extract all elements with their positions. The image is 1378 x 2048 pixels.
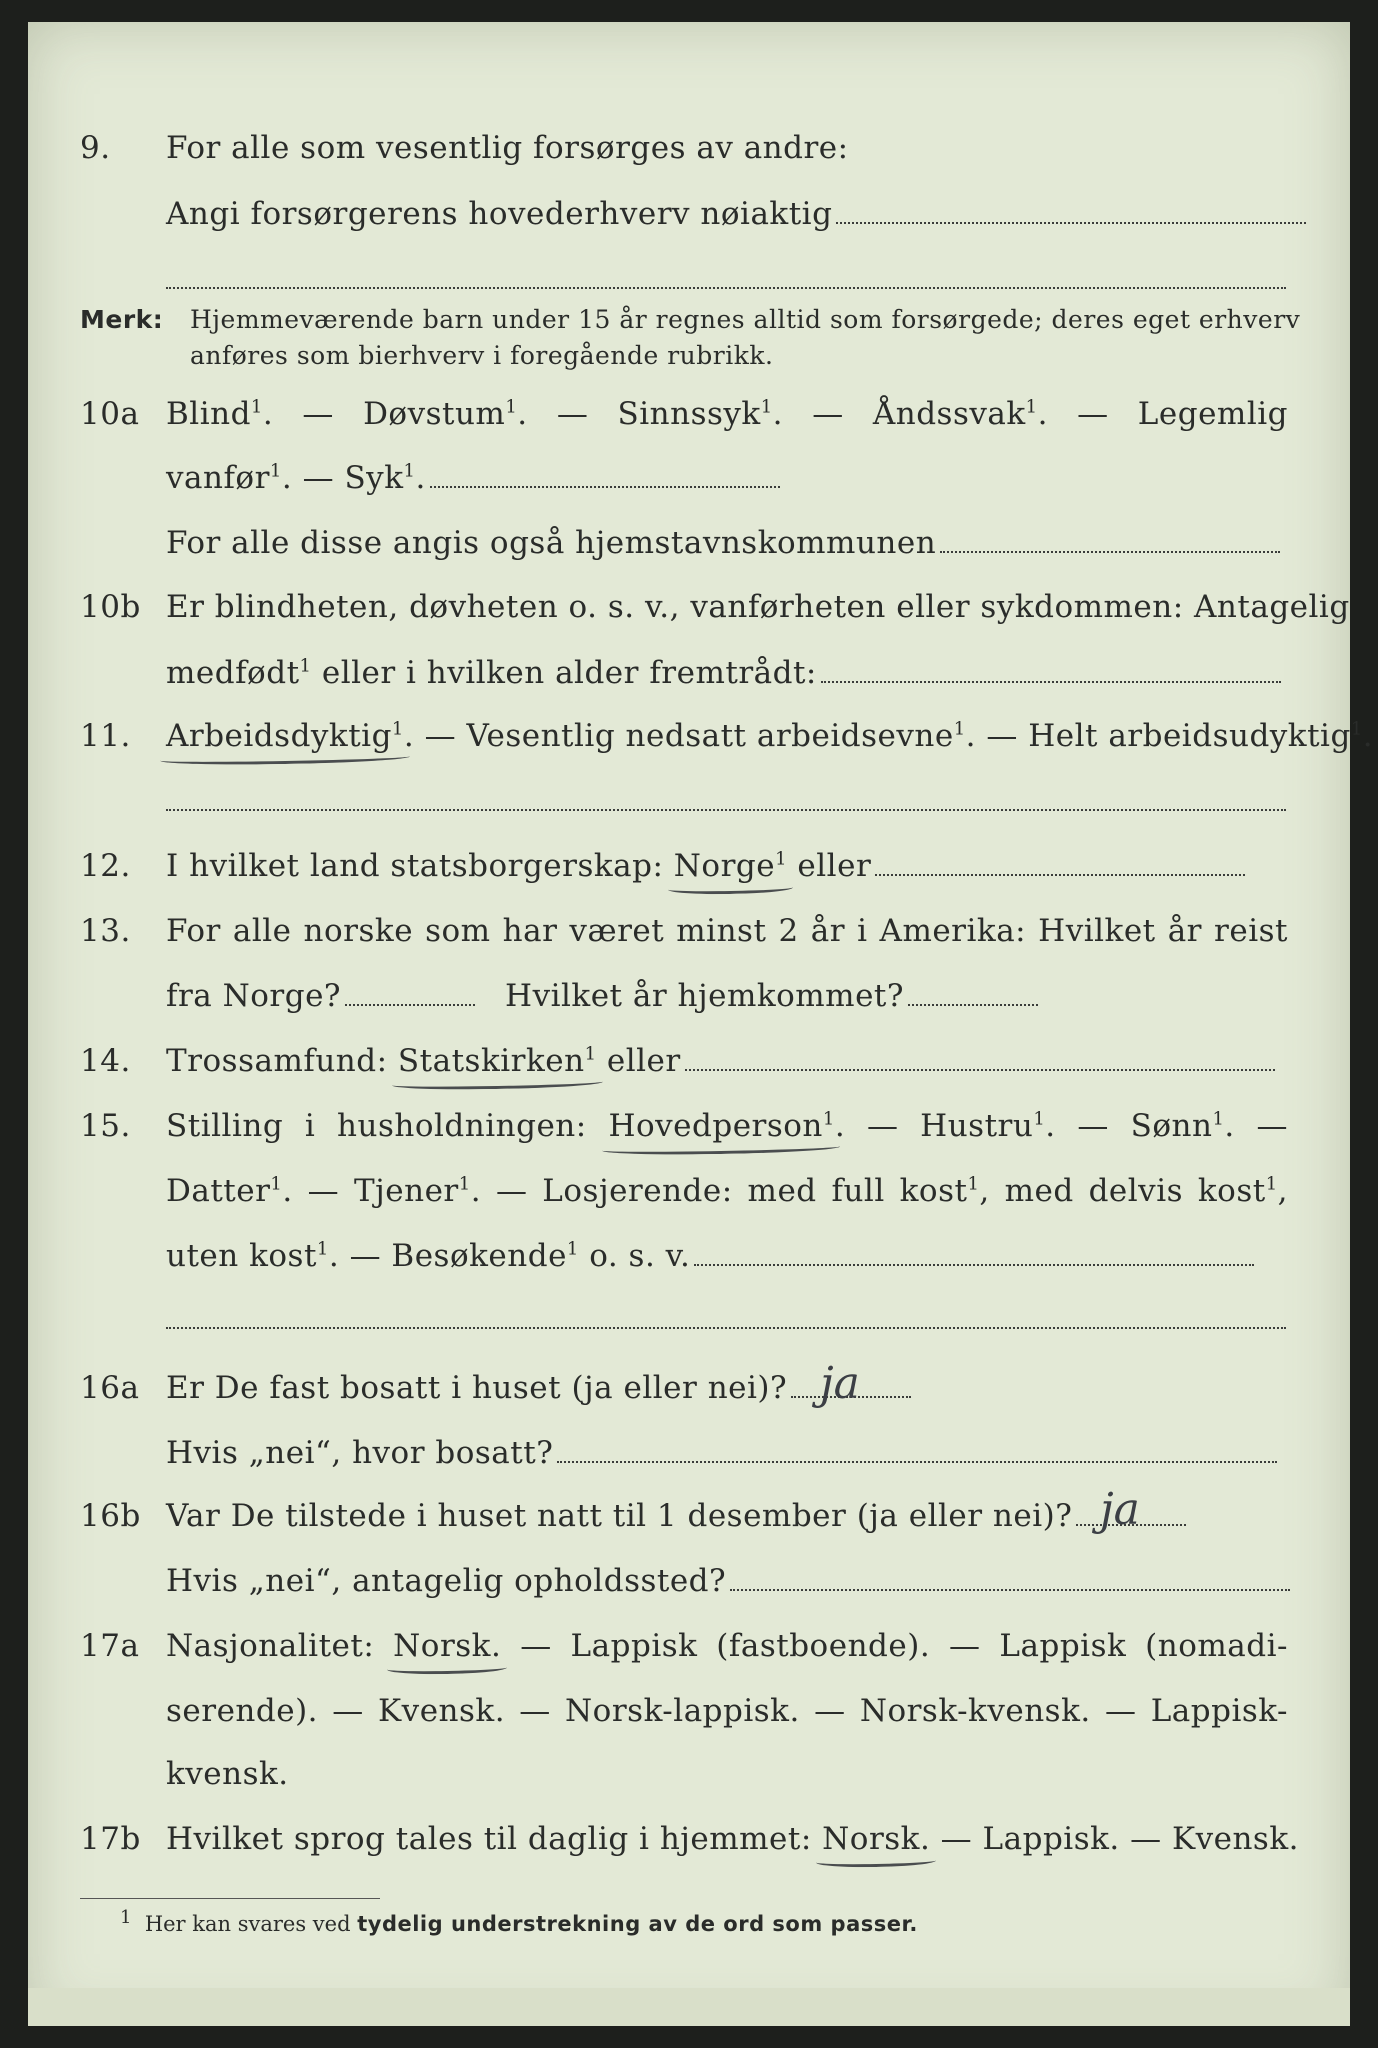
q14-line: Trossamfund: Statskirken$^1$ eller [166,1043,1275,1079]
q14-number: 14. [80,1043,131,1079]
q13-line-2: fra Norge? Hvilket år hjemkommet? [166,978,1038,1014]
merk-label: Merk: [80,305,164,334]
q17b-underlined-answer: Norsk. [822,1821,931,1857]
page-bottom-strip [28,1988,1350,2026]
q9-number: 9. [80,130,111,166]
q17a-underlined-answer: Norsk. [393,1628,502,1664]
q15-line-1: Stilling i husholdningen: Hovedperson$^1$. — Hustru$^1$. — Sønn$^1$. — [166,1108,1288,1144]
q16b-line-1: Var De tilstede i huset natt til 1 desember (ja eller nei)? [166,1498,1186,1534]
footnote-divider [80,1898,380,1899]
merk-line-1: Hjemmeværende barn under 15 år regnes alltid som forsørgede; deres eget erhverv [190,305,1301,334]
q9-line-1: For alle som vesentlig forsørges av andre: [166,130,849,166]
q15-line-3: uten kost$^1$. — Besøkende$^1$ o. s. v. [166,1238,1254,1274]
q17b-line: Hvilket sprog tales til daglig i hjemmet: Norsk. — Lappisk. — Kvensk. [166,1821,1299,1857]
q16a-line-2: Hvis „nei“, hvor bosatt? [166,1435,1277,1471]
q13-number: 13. [80,913,131,949]
q15-number: 15. [80,1108,131,1144]
q13-line-1: For alle norske som har været minst 2 år i Amerika: Hvilket år reist [166,913,1288,949]
q12-underlined-answer: Norge$^1$ [673,848,788,884]
q17a-line-1: Nasjonalitet: Norsk. — Lappisk (fastboende). — Lappisk (nomadi- [166,1628,1288,1664]
q15-blank-line [166,1326,1286,1329]
q9-line-2: Angi forsørgerens hovederhverv nøiaktig [166,196,1306,232]
q10a-line-3: For alle disse angis også hjemstavnskommunen [166,525,1280,561]
q17a-number: 17a [80,1628,140,1664]
q16b-handwritten-answer: ja [1100,1484,1140,1535]
q14-underlined-answer: Statskirken$^1$ [397,1043,597,1079]
q12-number: 12. [80,848,131,884]
q10b-number: 10b [80,589,141,625]
q16a-number: 16a [80,1370,140,1406]
q10b-line-2: medfødt$^1$ eller i hvilken alder fremtrådt: [166,655,1281,691]
q11-underlined-answer: Arbeidsdyktig$^1$ [166,718,404,754]
q11-line: Arbeidsdyktig$^1$. — Vesentlig nedsatt arbeidsevne$^1$. — Helt arbeidsudyktig$^1$. [166,718,1374,754]
q16b-number: 16b [80,1498,141,1534]
q17a-line-3: kvensk. [166,1756,289,1792]
q10b-line-1: Er blindheten, døvheten o. s. v., vanførheten eller sykdommen: Antagelig [166,589,1350,625]
q9-blank-line [166,286,1286,289]
q10a-line-1: Blind$^1$. — Døvstum$^1$. — Sinnssyk$^1$. — Åndssvak$^1$. — Legemlig [166,396,1288,432]
q16b-line-2: Hvis „nei“, antagelig opholdssted? [166,1563,1290,1599]
q16a-line-1: Er De fast bosatt i huset (ja eller nei)? [166,1370,911,1406]
q10a-line-2: vanfør$^1$. — Syk$^1$. [166,460,780,496]
merk-line-2: anføres som bierhverv i foregående rubrikk. [190,341,774,370]
q11-number: 11. [80,718,131,754]
q10a-number: 10a [80,396,140,432]
footnote: 1 Her kan svares ved tydelig understrekning av de ord som passer. [120,1907,918,1936]
q15-line-2: Datter$^1$. — Tjener$^1$. — Losjerende: med full kost$^1$, med delvis kost$^1$, [166,1173,1289,1209]
q17b-number: 17b [80,1821,141,1857]
q17a-line-2: serende). — Kvensk. — Norsk-lappisk. — Norsk-kvensk. — Lappisk- [166,1693,1288,1729]
q16a-handwritten-answer: ja [820,1358,860,1409]
q15-underlined-answer: Hovedperson$^1$ [608,1108,835,1144]
q11-blank-line [166,808,1286,811]
q12-line: I hvilket land statsborgerskap: Norge$^1$ eller [166,848,1245,884]
